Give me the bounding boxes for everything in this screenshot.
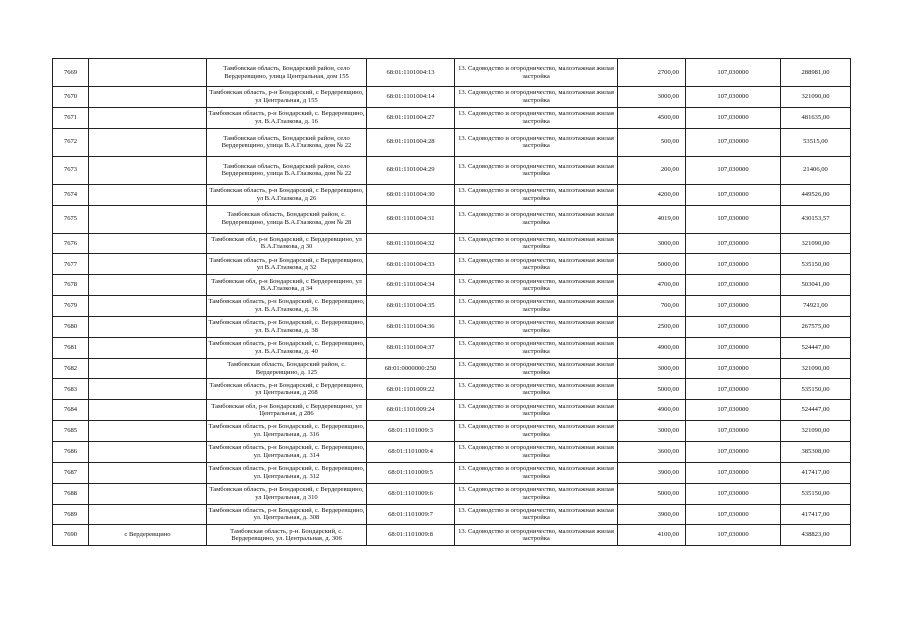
- land-use-cell: 13. Садоводство и огородничество, малоэтажная жилая застройка: [455, 462, 618, 483]
- land-use-cell: 13. Садоводство и огородничество, малоэтажная жилая застройка: [455, 525, 618, 546]
- cadastral-value-cell: 449526,00: [781, 184, 851, 205]
- locality-cell: [89, 254, 207, 275]
- table-row: [53, 233, 851, 254]
- cadastral-number-cell: 68:01:1101009:6: [367, 483, 455, 504]
- address-cell: Тамбовская область, Бондарский район, с. Вердеревщино, д. 125: [207, 358, 367, 379]
- area-cell: 200,00: [618, 156, 686, 184]
- address-cell: Тамбовская обл, р-н Бондарский, с Вердеревщино, ул Центральная, д 286: [207, 400, 367, 421]
- cadastral-number-cell: 68:01:0000000:250: [367, 358, 455, 379]
- cadastral-value-cell: 524447,00: [781, 337, 851, 358]
- address-cell: Тамбовская область, р-н Бондарский, с Вердеревщино, ул В.А.Глазкова, д 26: [207, 184, 367, 205]
- locality-cell: [89, 441, 207, 462]
- address-cell: Тамбовская область, р-н Бондарский, с Вердеревщино, ул Центральная, д 310: [207, 483, 367, 504]
- cadastral-value-cell: 321090,00: [781, 233, 851, 254]
- area-cell: 3000,00: [618, 233, 686, 254]
- locality-cell: [89, 358, 207, 379]
- land-use-cell: 13. Садоводство и огородничество, малоэтажная жилая застройка: [455, 128, 618, 156]
- cadastral-value-cell: 430153,57: [781, 205, 851, 233]
- table-row: [53, 337, 851, 358]
- area-cell: 2700,00: [618, 59, 686, 87]
- cadastral-number-cell: 68:01:1101004:36: [367, 316, 455, 337]
- area-cell: 3900,00: [618, 462, 686, 483]
- locality-cell: [89, 59, 207, 87]
- land-use-cell: 13. Садоводство и огородничество, малоэтажная жилая застройка: [455, 87, 618, 108]
- row-number-cell: 7676: [53, 233, 89, 254]
- area-cell: 3900,00: [618, 504, 686, 525]
- rate-cell: 107,030000: [686, 156, 781, 184]
- row-number-cell: 7685: [53, 421, 89, 442]
- cadastral-number-cell: 68:01:1101009:24: [367, 400, 455, 421]
- address-cell: Тамбовская область, Бондарский район, село Вердеревщино, улица В.А.Глазкова, дом № 22: [207, 128, 367, 156]
- rate-cell: 107,030000: [686, 441, 781, 462]
- table-row: [53, 421, 851, 442]
- row-number-cell: 7671: [53, 107, 89, 128]
- locality-cell: [89, 275, 207, 296]
- locality-cell: [89, 316, 207, 337]
- address-cell: Тамбовская область, р-н Бондарский, с Вердеревщино, ул Центральная, д 268: [207, 379, 367, 400]
- cadastral-value-cell: 438823,00: [781, 525, 851, 546]
- cadastral-value-cell: 481635,00: [781, 107, 851, 128]
- rate-cell: 107,030000: [686, 59, 781, 87]
- row-number-cell: 7672: [53, 128, 89, 156]
- rate-cell: 107,030000: [686, 504, 781, 525]
- rate-cell: 107,030000: [686, 421, 781, 442]
- address-cell: Тамбовская область, р-н Бондарский, с. Вердеревщино, ул. В.А.Глазкова, д. 36: [207, 296, 367, 317]
- row-number-cell: 7680: [53, 316, 89, 337]
- row-number-cell: 7690: [53, 525, 89, 546]
- cadastral-number-cell: 68:01:1101009:22: [367, 379, 455, 400]
- land-use-cell: 13. Садоводство и огородничество, малоэтажная жилая застройка: [455, 337, 618, 358]
- row-number-cell: 7674: [53, 184, 89, 205]
- row-number-cell: 7683: [53, 379, 89, 400]
- rate-cell: 107,030000: [686, 87, 781, 108]
- address-cell: Тамбовская область, Бондарский район, село Вердеревщино, улица Центральная, дом 155: [207, 59, 367, 87]
- locality-cell: [89, 205, 207, 233]
- table-row: [53, 358, 851, 379]
- area-cell: 5000,00: [618, 379, 686, 400]
- locality-cell: [89, 421, 207, 442]
- address-cell: Тамбовская обл, р-н Бондарский, с Вердеревщино, ул В.А.Глазкова, д 34: [207, 275, 367, 296]
- cadastral-value-cell: 74921,00: [781, 296, 851, 317]
- table-row: [53, 379, 851, 400]
- land-use-cell: 13. Садоводство и огородничество, малоэтажная жилая застройка: [455, 205, 618, 233]
- locality-cell: [89, 184, 207, 205]
- locality-cell: [89, 462, 207, 483]
- rate-cell: 107,030000: [686, 107, 781, 128]
- address-cell: Тамбовская область, р-н Бондарский, с. Вердеревщино, ул. В.А.Глазкова, д. 16: [207, 107, 367, 128]
- row-number-cell: 7678: [53, 275, 89, 296]
- locality-cell: с Вердеревщино: [89, 525, 207, 546]
- locality-cell: [89, 87, 207, 108]
- table-row: [53, 156, 851, 184]
- table-row: [53, 316, 851, 337]
- cadastral-number-cell: 68:01:1101009:4: [367, 441, 455, 462]
- area-cell: 5000,00: [618, 483, 686, 504]
- table-row: [53, 525, 851, 546]
- locality-cell: [89, 233, 207, 254]
- area-cell: 3000,00: [618, 87, 686, 108]
- rate-cell: 107,030000: [686, 462, 781, 483]
- cadastral-value-cell: 417417,00: [781, 462, 851, 483]
- address-cell: Тамбовская область, р-н Бондарский, с. Вердеревщино, ул. Центральная, д. 312: [207, 462, 367, 483]
- cadastral-value-cell: 267575,00: [781, 316, 851, 337]
- cadastral-value-cell: 321090,00: [781, 358, 851, 379]
- land-use-cell: 13. Садоводство и огородничество, малоэтажная жилая застройка: [455, 421, 618, 442]
- cadastral-value-cell: 503041,00: [781, 275, 851, 296]
- cadastral-number-cell: 68:01:1101004:35: [367, 296, 455, 317]
- cadastral-number-cell: 68:01:1101004:31: [367, 205, 455, 233]
- rate-cell: 107,030000: [686, 128, 781, 156]
- row-number-cell: 7673: [53, 156, 89, 184]
- land-use-cell: 13. Садоводство и огородничество, малоэтажная жилая застройка: [455, 59, 618, 87]
- cadastral-number-cell: 68:01:1101009:5: [367, 462, 455, 483]
- land-use-cell: 13. Садоводство и огородничество, малоэтажная жилая застройка: [455, 275, 618, 296]
- locality-cell: [89, 156, 207, 184]
- table-row: [53, 400, 851, 421]
- locality-cell: [89, 400, 207, 421]
- rate-cell: 107,030000: [686, 358, 781, 379]
- table-row: [53, 254, 851, 275]
- cadastral-number-cell: 68:01:1101004:33: [367, 254, 455, 275]
- row-number-cell: 7669: [53, 59, 89, 87]
- address-cell: Тамбовская область, р-н. Бондарский, с. Вердеревщино, ул. Центральная, д. 306: [207, 525, 367, 546]
- cadastral-number-cell: 68:01:1101009:8: [367, 525, 455, 546]
- locality-cell: [89, 483, 207, 504]
- table-row: [53, 205, 851, 233]
- rate-cell: 107,030000: [686, 379, 781, 400]
- address-cell: Тамбовская область, р-н Бондарский, с. Вердеревщино, ул. Центральная, д. 308: [207, 504, 367, 525]
- table-row: [53, 504, 851, 525]
- rate-cell: 107,030000: [686, 184, 781, 205]
- row-number-cell: 7670: [53, 87, 89, 108]
- area-cell: 4019,00: [618, 205, 686, 233]
- land-use-cell: 13. Садоводство и огородничество, малоэтажная жилая застройка: [455, 107, 618, 128]
- cadastral-value-cell: 385308,00: [781, 441, 851, 462]
- cadastral-number-cell: 68:01:1101004:29: [367, 156, 455, 184]
- cadastral-value-cell: 321090,00: [781, 87, 851, 108]
- address-cell: Тамбовская область, р-н Бондарский, с. Вердеревщино, ул. В.А.Глазкова, д. 38: [207, 316, 367, 337]
- cadastral-number-cell: 68:01:1101004:30: [367, 184, 455, 205]
- area-cell: 700,00: [618, 296, 686, 317]
- rate-cell: 107,030000: [686, 525, 781, 546]
- area-cell: 3600,00: [618, 441, 686, 462]
- cadastral-number-cell: 68:01:1101004:14: [367, 87, 455, 108]
- row-number-cell: 7688: [53, 483, 89, 504]
- area-cell: 4100,00: [618, 525, 686, 546]
- cadastral-value-cell: 288981,00: [781, 59, 851, 87]
- area-cell: 4900,00: [618, 400, 686, 421]
- rate-cell: 107,030000: [686, 483, 781, 504]
- cadastral-number-cell: 68:01:1101004:28: [367, 128, 455, 156]
- cadastral-number-cell: 68:01:1101004:27: [367, 107, 455, 128]
- rate-cell: 107,030000: [686, 205, 781, 233]
- cadastral-number-cell: 68:01:1101009:7: [367, 504, 455, 525]
- row-number-cell: 7687: [53, 462, 89, 483]
- table-row: [53, 107, 851, 128]
- area-cell: 4700,00: [618, 275, 686, 296]
- area-cell: 3000,00: [618, 358, 686, 379]
- cadastral-value-cell: 524447,00: [781, 400, 851, 421]
- cadastral-value-cell: 535150,00: [781, 483, 851, 504]
- table-row: [53, 441, 851, 462]
- land-use-cell: 13. Садоводство и огородничество, малоэтажная жилая застройка: [455, 156, 618, 184]
- land-use-cell: 13. Садоводство и огородничество, малоэтажная жилая застройка: [455, 233, 618, 254]
- address-cell: Тамбовская обл, р-н Бондарский, с Вердеревщино, ул В.А.Глазкова, д 30: [207, 233, 367, 254]
- cadastral-number-cell: 68:01:1101004:32: [367, 233, 455, 254]
- address-cell: Тамбовская область, р-н Бондарский, с. Вердеревщино, ул. Центральная, д. 314: [207, 441, 367, 462]
- row-number-cell: 7679: [53, 296, 89, 317]
- rate-cell: 107,030000: [686, 400, 781, 421]
- cadastral-value-cell: 321090,00: [781, 421, 851, 442]
- land-use-cell: 13. Садоводство и огородничество, малоэтажная жилая застройка: [455, 504, 618, 525]
- locality-cell: [89, 379, 207, 400]
- land-use-cell: 13. Садоводство и огородничество, малоэтажная жилая застройка: [455, 400, 618, 421]
- land-use-cell: 13. Садоводство и огородничество, малоэтажная жилая застройка: [455, 296, 618, 317]
- locality-cell: [89, 128, 207, 156]
- cadastral-number-cell: 68:01:1101004:13: [367, 59, 455, 87]
- address-cell: Тамбовская область, р-н Бондарский, с. Вердеревщино, ул. В.А.Глазкова, д. 40: [207, 337, 367, 358]
- land-use-cell: 13. Садоводство и огородничество, малоэтажная жилая застройка: [455, 483, 618, 504]
- rate-cell: 107,030000: [686, 316, 781, 337]
- table-row: [53, 296, 851, 317]
- locality-cell: [89, 296, 207, 317]
- row-number-cell: 7681: [53, 337, 89, 358]
- locality-cell: [89, 504, 207, 525]
- table-row: [53, 128, 851, 156]
- rate-cell: 107,030000: [686, 296, 781, 317]
- area-cell: 500,00: [618, 128, 686, 156]
- area-cell: 4200,00: [618, 184, 686, 205]
- table-row: [53, 59, 851, 87]
- row-number-cell: 7684: [53, 400, 89, 421]
- area-cell: 4500,00: [618, 107, 686, 128]
- rate-cell: 107,030000: [686, 254, 781, 275]
- rate-cell: 107,030000: [686, 275, 781, 296]
- locality-cell: [89, 107, 207, 128]
- table-body: [53, 59, 851, 546]
- area-cell: 5000,00: [618, 254, 686, 275]
- area-cell: 3000,00: [618, 421, 686, 442]
- table-row: [53, 87, 851, 108]
- land-use-cell: 13. Садоводство и огородничество, малоэтажная жилая застройка: [455, 316, 618, 337]
- address-cell: Тамбовская область, р-н Бондарский, с Вердеревщино, ул В.А.Глазкова, д 32: [207, 254, 367, 275]
- cadastral-value-cell: 53515,00: [781, 128, 851, 156]
- rate-cell: 107,030000: [686, 233, 781, 254]
- row-number-cell: 7689: [53, 504, 89, 525]
- address-cell: Тамбовская область, Бондарский район, село Вердеревщино, улица В.А.Глазкова, дом № 22: [207, 156, 367, 184]
- cadastral-number-cell: 68:01:1101009:3: [367, 421, 455, 442]
- cadastral-value-cell: 535150,00: [781, 254, 851, 275]
- row-number-cell: 7682: [53, 358, 89, 379]
- locality-cell: [89, 337, 207, 358]
- row-number-cell: 7686: [53, 441, 89, 462]
- cadastral-value-cell: 535150,00: [781, 379, 851, 400]
- land-use-cell: 13. Садоводство и огородничество, малоэтажная жилая застройка: [455, 358, 618, 379]
- table-row: [53, 483, 851, 504]
- land-use-cell: 13. Садоводство и огородничество, малоэтажная жилая застройка: [455, 184, 618, 205]
- row-number-cell: 7675: [53, 205, 89, 233]
- area-cell: 2500,00: [618, 316, 686, 337]
- table-row: [53, 462, 851, 483]
- cadastral-number-cell: 68:01:1101004:34: [367, 275, 455, 296]
- land-parcels-table: [52, 58, 851, 546]
- table-row: [53, 184, 851, 205]
- address-cell: Тамбовская область, р-н Бондарский, с. Вердеревщино, ул. Центральная, д. 316: [207, 421, 367, 442]
- rate-cell: 107,030000: [686, 337, 781, 358]
- row-number-cell: 7677: [53, 254, 89, 275]
- table-row: [53, 275, 851, 296]
- cadastral-value-cell: 417417,00: [781, 504, 851, 525]
- cadastral-number-cell: 68:01:1101004:37: [367, 337, 455, 358]
- cadastral-value-cell: 21406,00: [781, 156, 851, 184]
- address-cell: Тамбовская область, Бондарский район, с. Вердеревщино, улица В.А.Глазкова, дом № 28: [207, 205, 367, 233]
- address-cell: Тамбовская область, р-н Бондарский, с Вердеревщино, ул Центральная, д 155: [207, 87, 367, 108]
- land-use-cell: 13. Садоводство и огородничество, малоэтажная жилая застройка: [455, 379, 618, 400]
- land-use-cell: 13. Садоводство и огородничество, малоэтажная жилая застройка: [455, 254, 618, 275]
- area-cell: 4900,00: [618, 337, 686, 358]
- land-use-cell: 13. Садоводство и огородничество, малоэтажная жилая застройка: [455, 441, 618, 462]
